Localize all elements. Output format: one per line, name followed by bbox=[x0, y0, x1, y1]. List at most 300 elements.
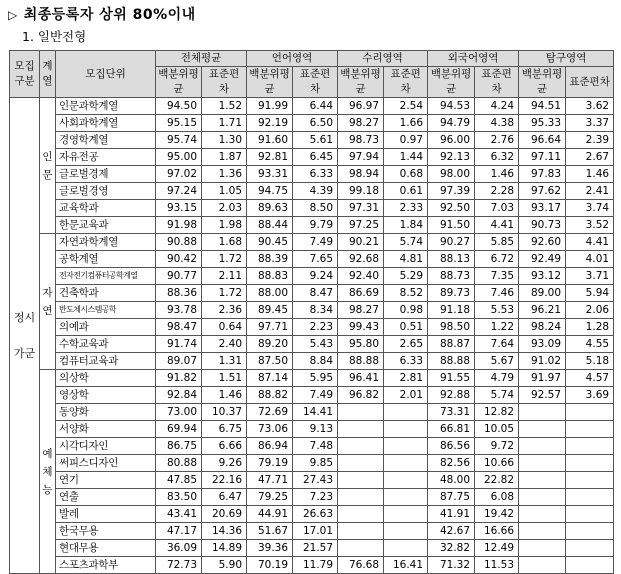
table-header bbox=[10, 51, 614, 98]
std-dev-cell: 7.49 bbox=[293, 387, 338, 404]
std-dev-cell: 4.81 bbox=[384, 251, 428, 268]
std-dev-cell: 8.84 bbox=[293, 353, 338, 370]
percentile-avg-cell: 88.87 bbox=[428, 336, 475, 353]
percentile-avg-cell: 92.49 bbox=[519, 251, 566, 268]
header-gyeyeol: 계열 bbox=[40, 51, 56, 98]
percentile-avg-cell: 91.50 bbox=[428, 217, 475, 234]
percentile-avg-cell: 51.67 bbox=[247, 523, 293, 540]
percentile-avg-cell: 73.00 bbox=[156, 404, 202, 421]
std-dev-cell: 8.50 bbox=[293, 200, 338, 217]
std-dev-cell: 2.01 bbox=[384, 387, 428, 404]
percentile-avg-cell: 91.97 bbox=[519, 370, 566, 387]
percentile-avg-cell: 89.45 bbox=[247, 302, 293, 319]
std-dev-cell: 1.98 bbox=[202, 217, 247, 234]
std-dev-cell: 5.90 bbox=[202, 557, 247, 574]
percentile-avg-cell: 98.47 bbox=[156, 319, 202, 336]
std-dev-cell: 1.05 bbox=[202, 183, 247, 200]
percentile-avg-cell bbox=[338, 506, 384, 523]
percentile-avg-cell: 93.17 bbox=[519, 200, 566, 217]
percentile-avg-cell: 94.50 bbox=[156, 98, 202, 115]
std-dev-cell: 5.43 bbox=[293, 336, 338, 353]
percentile-avg-cell: 97.11 bbox=[519, 149, 566, 166]
percentile-avg-cell: 97.62 bbox=[519, 183, 566, 200]
percentile-avg-cell: 88.44 bbox=[247, 217, 293, 234]
percentile-avg-cell: 73.06 bbox=[247, 421, 293, 438]
percentile-avg-cell: 97.83 bbox=[519, 166, 566, 183]
percentile-avg-cell: 39.36 bbox=[247, 540, 293, 557]
percentile-avg-cell: 72.73 bbox=[156, 557, 202, 574]
std-dev-cell: 0.97 bbox=[384, 132, 428, 149]
std-dev-cell: 0.64 bbox=[202, 319, 247, 336]
percentile-avg-cell: 47.71 bbox=[247, 472, 293, 489]
percentile-avg-cell: 88.83 bbox=[247, 268, 293, 285]
percentile-avg-cell: 99.18 bbox=[338, 183, 384, 200]
percentile-avg-cell: 89.07 bbox=[156, 353, 202, 370]
percentile-avg-cell: 72.69 bbox=[247, 404, 293, 421]
percentile-avg-cell: 96.82 bbox=[338, 387, 384, 404]
percentile-avg-cell: 96.97 bbox=[338, 98, 384, 115]
percentile-avg-cell: 88.39 bbox=[247, 251, 293, 268]
std-dev-cell bbox=[566, 489, 614, 506]
std-dev-cell: 22.16 bbox=[202, 472, 247, 489]
percentile-avg-cell: 92.40 bbox=[338, 268, 384, 285]
header-unit: 모집단위 bbox=[56, 51, 156, 98]
percentile-avg-cell: 91.02 bbox=[519, 353, 566, 370]
table-row bbox=[10, 336, 614, 353]
header-sub-sd: 표준편차 bbox=[384, 67, 428, 98]
std-dev-cell: 3.71 bbox=[566, 268, 614, 285]
percentile-avg-cell: 91.60 bbox=[247, 132, 293, 149]
percentile-avg-cell bbox=[338, 540, 384, 557]
std-dev-cell: 2.33 bbox=[384, 200, 428, 217]
std-dev-cell: 7.49 bbox=[293, 234, 338, 251]
std-dev-cell: 9.85 bbox=[293, 455, 338, 472]
std-dev-cell bbox=[566, 523, 614, 540]
percentile-avg-cell: 94.79 bbox=[428, 115, 475, 132]
table-row bbox=[10, 557, 614, 574]
std-dev-cell bbox=[384, 455, 428, 472]
percentile-avg-cell: 90.77 bbox=[156, 268, 202, 285]
table-row bbox=[10, 98, 614, 115]
std-dev-cell: 1.84 bbox=[384, 217, 428, 234]
percentile-avg-cell: 71.32 bbox=[428, 557, 475, 574]
unit-name-cell: 써피스디자인 bbox=[56, 455, 156, 472]
std-dev-cell: 1.51 bbox=[202, 370, 247, 387]
percentile-avg-cell bbox=[519, 404, 566, 421]
percentile-avg-cell: 88.88 bbox=[338, 353, 384, 370]
table-row bbox=[10, 353, 614, 370]
percentile-avg-cell: 98.24 bbox=[519, 319, 566, 336]
std-dev-cell: 4.01 bbox=[566, 251, 614, 268]
std-dev-cell: 1.71 bbox=[202, 115, 247, 132]
std-dev-cell: 2.40 bbox=[202, 336, 247, 353]
table-row bbox=[10, 523, 614, 540]
std-dev-cell: 9.26 bbox=[202, 455, 247, 472]
std-dev-cell: 6.08 bbox=[475, 489, 519, 506]
percentile-avg-cell: 90.21 bbox=[338, 234, 384, 251]
percentile-avg-cell: 48.00 bbox=[428, 472, 475, 489]
percentile-avg-cell: 98.73 bbox=[338, 132, 384, 149]
std-dev-cell: 4.79 bbox=[475, 370, 519, 387]
percentile-avg-cell bbox=[519, 523, 566, 540]
percentile-avg-cell: 92.81 bbox=[247, 149, 293, 166]
percentile-avg-cell: 93.15 bbox=[156, 200, 202, 217]
unit-name-cell: 컴퓨터교육과 bbox=[56, 353, 156, 370]
unit-name-cell: 동양화 bbox=[56, 404, 156, 421]
std-dev-cell: 12.82 bbox=[475, 404, 519, 421]
percentile-avg-cell: 73.31 bbox=[428, 404, 475, 421]
std-dev-cell: 2.36 bbox=[202, 302, 247, 319]
percentile-avg-cell: 97.31 bbox=[338, 200, 384, 217]
percentile-avg-cell: 94.75 bbox=[247, 183, 293, 200]
header-sub-sd: 표준편차 bbox=[202, 67, 247, 98]
table-row bbox=[10, 506, 614, 523]
percentile-avg-cell: 92.19 bbox=[247, 115, 293, 132]
percentile-avg-cell: 97.02 bbox=[156, 166, 202, 183]
table-row bbox=[10, 455, 614, 472]
header-sub-pct: 백분위평균 bbox=[156, 67, 202, 98]
percentile-avg-cell: 43.41 bbox=[156, 506, 202, 523]
percentile-avg-cell: 98.00 bbox=[428, 166, 475, 183]
percentile-avg-cell: 36.09 bbox=[156, 540, 202, 557]
std-dev-cell: 1.30 bbox=[202, 132, 247, 149]
percentile-avg-cell: 91.18 bbox=[428, 302, 475, 319]
percentile-avg-cell: 47.17 bbox=[156, 523, 202, 540]
percentile-avg-cell bbox=[519, 489, 566, 506]
percentile-avg-cell: 32.82 bbox=[428, 540, 475, 557]
std-dev-cell: 1.31 bbox=[202, 353, 247, 370]
std-dev-cell: 1.72 bbox=[202, 251, 247, 268]
percentile-avg-cell: 94.51 bbox=[519, 98, 566, 115]
table-row bbox=[10, 251, 614, 268]
std-dev-cell: 14.36 bbox=[202, 523, 247, 540]
unit-name-cell: 의상학 bbox=[56, 370, 156, 387]
percentile-avg-cell: 98.50 bbox=[428, 319, 475, 336]
std-dev-cell: 1.46 bbox=[566, 166, 614, 183]
unit-name-cell: 시각디자인 bbox=[56, 438, 156, 455]
std-dev-cell: 4.38 bbox=[475, 115, 519, 132]
std-dev-cell: 10.37 bbox=[202, 404, 247, 421]
std-dev-cell: 16.66 bbox=[475, 523, 519, 540]
std-dev-cell bbox=[384, 540, 428, 557]
percentile-avg-cell bbox=[338, 421, 384, 438]
std-dev-cell: 12.49 bbox=[475, 540, 519, 557]
percentile-avg-cell: 91.98 bbox=[156, 217, 202, 234]
table-row bbox=[10, 200, 614, 217]
table-row bbox=[10, 302, 614, 319]
percentile-avg-cell: 86.69 bbox=[338, 285, 384, 302]
std-dev-cell: 6.47 bbox=[202, 489, 247, 506]
std-dev-cell: 9.24 bbox=[293, 268, 338, 285]
std-dev-cell: 7.03 bbox=[475, 200, 519, 217]
percentile-avg-cell: 95.80 bbox=[338, 336, 384, 353]
std-dev-cell: 2.67 bbox=[566, 149, 614, 166]
std-dev-cell: 6.33 bbox=[384, 353, 428, 370]
percentile-avg-cell: 90.42 bbox=[156, 251, 202, 268]
std-dev-cell: 14.89 bbox=[202, 540, 247, 557]
percentile-avg-cell: 89.00 bbox=[519, 285, 566, 302]
percentile-avg-cell: 96.41 bbox=[338, 370, 384, 387]
header-mojip: 모집구분 bbox=[10, 51, 40, 98]
percentile-avg-cell: 89.63 bbox=[247, 200, 293, 217]
std-dev-cell: 6.75 bbox=[202, 421, 247, 438]
std-dev-cell: 17.01 bbox=[293, 523, 338, 540]
header-sub-pct: 백분위평균 bbox=[519, 67, 566, 98]
percentile-avg-cell: 90.73 bbox=[519, 217, 566, 234]
std-dev-cell: 20.69 bbox=[202, 506, 247, 523]
std-dev-cell: 1.87 bbox=[202, 149, 247, 166]
table-row bbox=[10, 438, 614, 455]
std-dev-cell: 6.45 bbox=[293, 149, 338, 166]
std-dev-cell: 5.85 bbox=[475, 234, 519, 251]
unit-name-cell: 의예과 bbox=[56, 319, 156, 336]
std-dev-cell: 4.39 bbox=[293, 183, 338, 200]
std-dev-cell: 7.46 bbox=[475, 285, 519, 302]
percentile-avg-cell: 44.91 bbox=[247, 506, 293, 523]
percentile-avg-cell bbox=[338, 438, 384, 455]
percentile-avg-cell bbox=[338, 404, 384, 421]
percentile-avg-cell bbox=[519, 455, 566, 472]
percentile-avg-cell: 99.43 bbox=[338, 319, 384, 336]
unit-name-cell: 반도체시스템공학 bbox=[56, 302, 156, 319]
std-dev-cell: 4.41 bbox=[566, 234, 614, 251]
percentile-avg-cell: 87.50 bbox=[247, 353, 293, 370]
std-dev-cell bbox=[566, 455, 614, 472]
unit-name-cell: 영상학 bbox=[56, 387, 156, 404]
std-dev-cell: 2.76 bbox=[475, 132, 519, 149]
std-dev-cell: 0.51 bbox=[384, 319, 428, 336]
percentile-avg-cell: 92.60 bbox=[519, 234, 566, 251]
unit-name-cell: 서양화 bbox=[56, 421, 156, 438]
std-dev-cell bbox=[566, 472, 614, 489]
unit-name-cell: 글로벌경영 bbox=[56, 183, 156, 200]
percentile-avg-cell: 91.99 bbox=[247, 98, 293, 115]
unit-name-cell: 경영학계열 bbox=[56, 132, 156, 149]
unit-name-cell: 글로벌경제 bbox=[56, 166, 156, 183]
percentile-avg-cell: 87.75 bbox=[428, 489, 475, 506]
percentile-avg-cell: 97.71 bbox=[247, 319, 293, 336]
table-row bbox=[10, 404, 614, 421]
percentile-avg-cell bbox=[338, 489, 384, 506]
mojip-cell: 정시 가군 bbox=[10, 98, 40, 574]
percentile-avg-cell: 93.78 bbox=[156, 302, 202, 319]
std-dev-cell: 2.06 bbox=[566, 302, 614, 319]
std-dev-cell: 5.74 bbox=[384, 234, 428, 251]
table-row bbox=[10, 268, 614, 285]
std-dev-cell: 5.29 bbox=[384, 268, 428, 285]
table-body bbox=[10, 98, 614, 574]
percentile-avg-cell: 70.19 bbox=[247, 557, 293, 574]
percentile-avg-cell: 95.74 bbox=[156, 132, 202, 149]
std-dev-cell: 14.41 bbox=[293, 404, 338, 421]
table-row bbox=[10, 285, 614, 302]
percentile-avg-cell: 91.55 bbox=[428, 370, 475, 387]
unit-name-cell: 현대무용 bbox=[56, 540, 156, 557]
percentile-avg-cell: 88.13 bbox=[428, 251, 475, 268]
percentile-avg-cell: 95.33 bbox=[519, 115, 566, 132]
std-dev-cell: 1.28 bbox=[566, 319, 614, 336]
std-dev-cell: 2.28 bbox=[475, 183, 519, 200]
std-dev-cell: 21.57 bbox=[293, 540, 338, 557]
percentile-avg-cell: 97.39 bbox=[428, 183, 475, 200]
std-dev-cell: 2.03 bbox=[202, 200, 247, 217]
percentile-avg-cell: 88.73 bbox=[428, 268, 475, 285]
std-dev-cell: 1.72 bbox=[202, 285, 247, 302]
std-dev-cell bbox=[384, 438, 428, 455]
table-row bbox=[10, 489, 614, 506]
std-dev-cell bbox=[566, 540, 614, 557]
std-dev-cell bbox=[566, 506, 614, 523]
percentile-avg-cell bbox=[338, 455, 384, 472]
percentile-avg-cell bbox=[519, 557, 566, 574]
std-dev-cell: 10.66 bbox=[475, 455, 519, 472]
std-dev-cell bbox=[384, 506, 428, 523]
percentile-avg-cell: 92.84 bbox=[156, 387, 202, 404]
percentile-avg-cell: 89.73 bbox=[428, 285, 475, 302]
percentile-avg-cell: 97.24 bbox=[156, 183, 202, 200]
percentile-avg-cell: 76.68 bbox=[338, 557, 384, 574]
std-dev-cell: 9.72 bbox=[475, 438, 519, 455]
triangle-right-outline-icon: ▷ bbox=[8, 8, 18, 22]
unit-name-cell: 교육학과 bbox=[56, 200, 156, 217]
percentile-avg-cell: 98.27 bbox=[338, 115, 384, 132]
percentile-avg-cell: 92.50 bbox=[428, 200, 475, 217]
unit-name-cell: 수학교육과 bbox=[56, 336, 156, 353]
std-dev-cell: 1.36 bbox=[202, 166, 247, 183]
results-table bbox=[9, 50, 614, 574]
percentile-avg-cell: 82.56 bbox=[428, 455, 475, 472]
percentile-avg-cell: 69.94 bbox=[156, 421, 202, 438]
std-dev-cell: 6.50 bbox=[293, 115, 338, 132]
percentile-avg-cell: 87.14 bbox=[247, 370, 293, 387]
section-subtitle: 1. 일반전형 bbox=[22, 29, 87, 44]
std-dev-cell: 4.55 bbox=[566, 336, 614, 353]
percentile-avg-cell bbox=[519, 506, 566, 523]
std-dev-cell bbox=[566, 404, 614, 421]
category-cell: 예체능 bbox=[40, 370, 56, 574]
percentile-avg-cell: 88.36 bbox=[156, 285, 202, 302]
std-dev-cell: 2.39 bbox=[566, 132, 614, 149]
std-dev-cell: 5.53 bbox=[475, 302, 519, 319]
percentile-avg-cell: 97.25 bbox=[338, 217, 384, 234]
category-cell: 자연 bbox=[40, 234, 56, 370]
percentile-avg-cell: 93.09 bbox=[519, 336, 566, 353]
std-dev-cell bbox=[566, 421, 614, 438]
percentile-avg-cell: 96.64 bbox=[519, 132, 566, 149]
std-dev-cell: 16.41 bbox=[384, 557, 428, 574]
table-row bbox=[10, 421, 614, 438]
std-dev-cell: 6.32 bbox=[475, 149, 519, 166]
std-dev-cell: 1.46 bbox=[475, 166, 519, 183]
header-group-language: 언어영역 bbox=[247, 51, 338, 67]
std-dev-cell: 7.35 bbox=[475, 268, 519, 285]
percentile-avg-cell: 91.74 bbox=[156, 336, 202, 353]
percentile-avg-cell: 90.45 bbox=[247, 234, 293, 251]
header-sub-sd: 표준편차 bbox=[475, 67, 519, 98]
std-dev-cell bbox=[384, 472, 428, 489]
percentile-avg-cell: 79.19 bbox=[247, 455, 293, 472]
header-group-math: 수리영역 bbox=[338, 51, 428, 67]
percentile-avg-cell: 92.88 bbox=[428, 387, 475, 404]
percentile-avg-cell: 98.94 bbox=[338, 166, 384, 183]
std-dev-cell: 5.94 bbox=[566, 285, 614, 302]
unit-name-cell: 스포츠과학부 bbox=[56, 557, 156, 574]
std-dev-cell: 6.44 bbox=[293, 98, 338, 115]
std-dev-cell: 0.68 bbox=[384, 166, 428, 183]
std-dev-cell: 8.47 bbox=[293, 285, 338, 302]
table-row bbox=[10, 319, 614, 336]
std-dev-cell: 3.62 bbox=[566, 98, 614, 115]
header-group-foreign: 외국어영역 bbox=[428, 51, 519, 67]
header-sub-pct: 백분위평균 bbox=[428, 67, 475, 98]
std-dev-cell: 4.41 bbox=[475, 217, 519, 234]
std-dev-cell: 22.82 bbox=[475, 472, 519, 489]
header-group-inquiry: 탐구영역 bbox=[519, 51, 614, 67]
percentile-avg-cell: 93.31 bbox=[247, 166, 293, 183]
table-row bbox=[10, 234, 614, 251]
std-dev-cell: 1.44 bbox=[384, 149, 428, 166]
std-dev-cell: 6.66 bbox=[202, 438, 247, 455]
std-dev-cell: 4.57 bbox=[566, 370, 614, 387]
std-dev-cell: 5.95 bbox=[293, 370, 338, 387]
header-sub-pct: 백분위평균 bbox=[338, 67, 384, 98]
percentile-avg-cell: 86.56 bbox=[428, 438, 475, 455]
percentile-avg-cell: 90.88 bbox=[156, 234, 202, 251]
std-dev-cell: 3.37 bbox=[566, 115, 614, 132]
table-row bbox=[10, 217, 614, 234]
std-dev-cell: 2.41 bbox=[566, 183, 614, 200]
unit-name-cell: 건축학과 bbox=[56, 285, 156, 302]
header-sub-sd: 표준편차 bbox=[566, 67, 614, 98]
percentile-avg-cell: 88.82 bbox=[247, 387, 293, 404]
unit-name-cell: 한국무용 bbox=[56, 523, 156, 540]
percentile-avg-cell: 93.12 bbox=[519, 268, 566, 285]
unit-name-cell: 한문교육과 bbox=[56, 217, 156, 234]
percentile-avg-cell bbox=[519, 421, 566, 438]
percentile-avg-cell: 88.00 bbox=[247, 285, 293, 302]
header-sub-sd: 표준편차 bbox=[293, 67, 338, 98]
std-dev-cell: 5.18 bbox=[566, 353, 614, 370]
table-row bbox=[10, 387, 614, 404]
std-dev-cell: 2.65 bbox=[384, 336, 428, 353]
std-dev-cell bbox=[384, 489, 428, 506]
std-dev-cell: 7.64 bbox=[475, 336, 519, 353]
header-sub-pct: 백분위평균 bbox=[247, 67, 293, 98]
std-dev-cell: 4.24 bbox=[475, 98, 519, 115]
std-dev-cell: 3.69 bbox=[566, 387, 614, 404]
unit-name-cell: 공학계열 bbox=[56, 251, 156, 268]
unit-name-cell: 전자전기컴퓨터공학계열 bbox=[56, 268, 156, 285]
percentile-avg-cell: 92.57 bbox=[519, 387, 566, 404]
percentile-avg-cell: 95.00 bbox=[156, 149, 202, 166]
std-dev-cell: 0.98 bbox=[384, 302, 428, 319]
category-cell: 인문 bbox=[40, 98, 56, 234]
std-dev-cell: 3.52 bbox=[566, 217, 614, 234]
percentile-avg-cell bbox=[338, 523, 384, 540]
std-dev-cell: 9.13 bbox=[293, 421, 338, 438]
std-dev-cell: 1.22 bbox=[475, 319, 519, 336]
std-dev-cell: 10.05 bbox=[475, 421, 519, 438]
table-row bbox=[10, 132, 614, 149]
page-title-text: 최종등록자 상위 80%이내 bbox=[23, 7, 196, 23]
percentile-avg-cell: 86.75 bbox=[156, 438, 202, 455]
std-dev-cell bbox=[384, 421, 428, 438]
table-row bbox=[10, 472, 614, 489]
std-dev-cell: 3.74 bbox=[566, 200, 614, 217]
percentile-avg-cell: 89.20 bbox=[247, 336, 293, 353]
percentile-avg-cell: 92.68 bbox=[338, 251, 384, 268]
std-dev-cell: 8.34 bbox=[293, 302, 338, 319]
